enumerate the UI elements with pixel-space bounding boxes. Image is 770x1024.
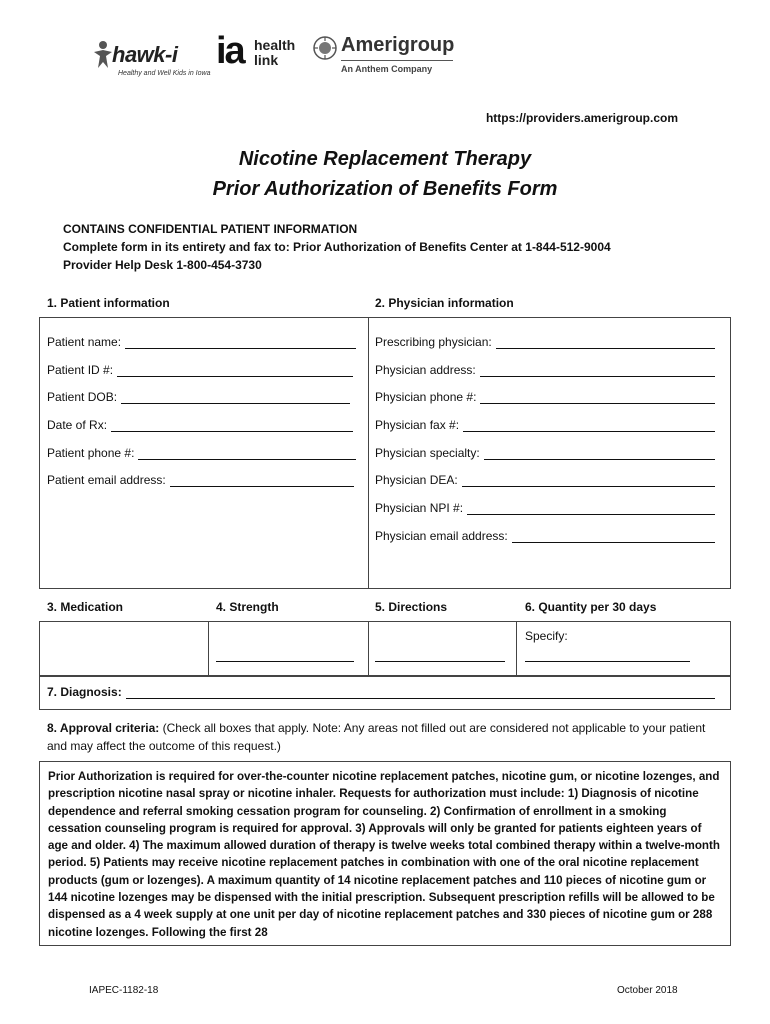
approval-criteria-heading: 8. Approval criteria:	[47, 721, 160, 735]
physician-dea-field[interactable]: Physician DEA:	[375, 473, 715, 487]
directions-input[interactable]	[375, 660, 505, 662]
med-divider-3	[516, 621, 517, 676]
specify-label: Specify:	[525, 629, 568, 643]
ia-mark: ia	[216, 30, 244, 72]
patient-name-field[interactable]: Patient name:	[47, 335, 356, 349]
medication-heading: 3. Medication	[47, 600, 124, 614]
patient-id-field[interactable]: Patient ID #:	[47, 363, 353, 377]
physician-address-field[interactable]: Physician address:	[375, 363, 715, 377]
approval-criteria	[47, 719, 727, 755]
amerigroup-subtitle: An Anthem Company	[341, 64, 433, 74]
strength-input[interactable]	[216, 660, 354, 662]
amerigroup-logo	[313, 34, 458, 80]
ia-health-text: health	[254, 37, 296, 53]
physician-info-heading: 2. Physician information	[375, 296, 514, 310]
ia-health-link-logo	[216, 30, 311, 80]
amerigroup-emblem-icon	[313, 36, 337, 60]
directions-heading: 5. Directions	[375, 600, 448, 614]
quantity-input[interactable]	[525, 660, 690, 662]
form-title-line1: Nicotine Replacement Therapy	[238, 148, 532, 170]
approval-criteria-note: (Check all boxes that apply. Note: Any areas not filled out are considered not applicable to your patient and may affect the outcome of this request.)	[47, 721, 706, 753]
form-date: October 2018	[617, 985, 678, 996]
medication-box	[39, 621, 731, 676]
confidential-heading: CONTAINS CONFIDENTIAL PATIENT INFORMATION	[63, 222, 358, 236]
ia-link-text: link	[254, 52, 279, 68]
patient-email-field[interactable]: Patient email address:	[47, 473, 354, 487]
box-divider	[368, 317, 369, 589]
patient-phone-field[interactable]: Patient phone #:	[47, 446, 356, 460]
prior-auth-text: Prior Authorization is required for over-the-counter nicotine replacement patches, nicotine gum, or nicotine lozenges, and prescription nicotine nasal spray or nicotine inhaler. Requests for authorization must include: 1) Diagnosis of nicotine dependence and referral smoking cessation program for counseling. 2) Confirmation of enrollment in a smoking cessation counseling program is required for approval. 3) Approvals will only be granted for patients eighteen years of age and older. 4) The maximum allowed duration of therapy is twelve weeks total combined therapy within a twelve-month period. 5) Patients may receive nicotine replacement patches in combination with one of the oral nicotine replacement products (gum or lozenges). A maximum quantity of 14 nicotine replacement patches and 110 pieces of nicotine gum or 144 nicotine lozenges may be dispensed with the initial prescription. Subsequent prescription refills will be allowed to be dispensed as a 4 week supply at one unit per day of nicotine replacement patches and 330 pieces of nicotine gum or 288 nicotine lozenges. Following the first 28	[48, 770, 720, 939]
patient-info-heading: 1. Patient information	[47, 296, 170, 310]
physician-fax-field[interactable]: Physician fax #:	[375, 418, 715, 432]
amerigroup-wordmark: Amerigroup	[341, 34, 455, 56]
med-divider-2	[368, 621, 369, 676]
confidential-notice	[63, 220, 611, 274]
hawk-i-logo	[92, 36, 212, 82]
amerigroup-rule	[341, 60, 453, 61]
help-desk: Provider Help Desk 1-800-454-3730	[63, 258, 262, 272]
fax-instructions: Complete form in its entirety and fax to: Prior Authorization of Benefits Center at 1-844-512-9004	[63, 240, 611, 254]
diagnosis-field[interactable]: 7. Diagnosis:	[47, 685, 715, 699]
prescribing-physician-field[interactable]: Prescribing physician:	[375, 335, 715, 349]
hawk-i-wordmark: hawk-i	[112, 42, 178, 67]
strength-heading: 4. Strength	[216, 600, 279, 614]
physician-specialty-field[interactable]: Physician specialty:	[375, 446, 715, 460]
hawk-i-tagline: Healthy and Well Kids in Iowa	[118, 70, 211, 77]
patient-dob-field[interactable]: Patient DOB:	[47, 390, 350, 404]
date-of-rx-field[interactable]: Date of Rx:	[47, 418, 353, 432]
physician-npi-field[interactable]: Physician NPI #:	[375, 501, 715, 515]
form-title-line2: Prior Authorization of Benefits Form	[212, 178, 558, 200]
physician-email-field[interactable]: Physician email address:	[375, 529, 715, 543]
physician-phone-field[interactable]: Physician phone #:	[375, 390, 715, 404]
hawk-figure-icon	[92, 40, 114, 70]
form-code: IAPEC-1182-18	[89, 985, 159, 996]
quantity-heading: 6. Quantity per 30 days	[525, 600, 657, 614]
med-divider-1	[208, 621, 209, 676]
provider-url: https://providers.amerigroup.com	[485, 111, 678, 125]
prior-auth-box	[39, 761, 731, 946]
